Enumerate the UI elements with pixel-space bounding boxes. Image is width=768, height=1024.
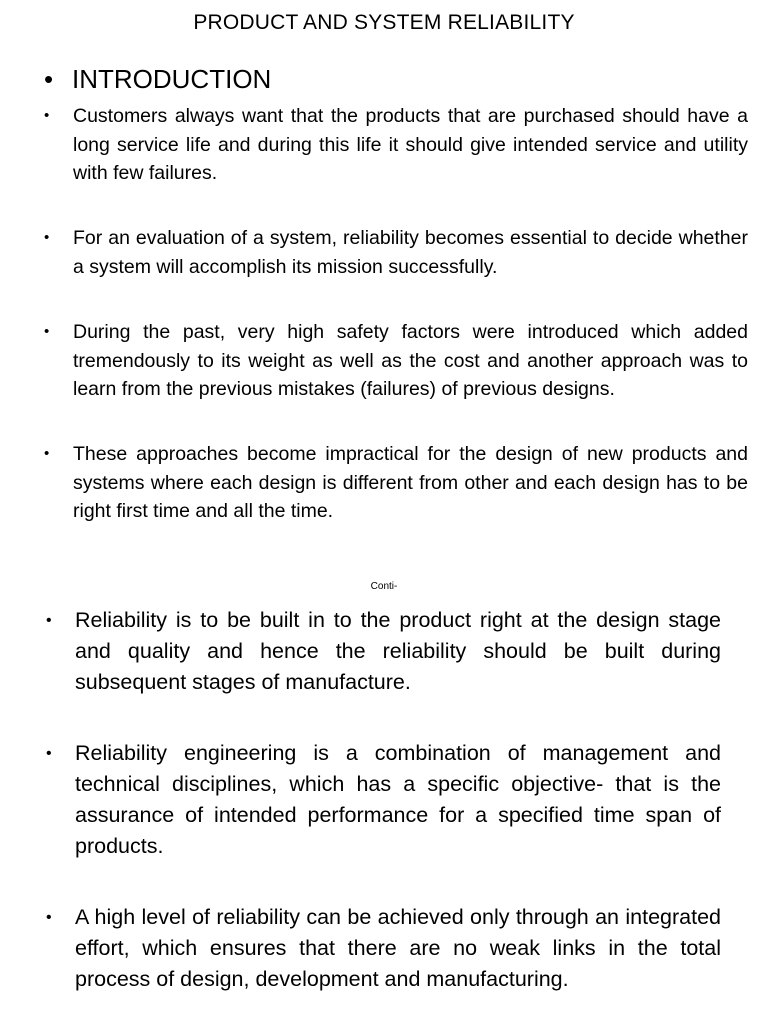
intro-heading [44,63,271,95]
bullet-text: A high level of reliability can be achieved only through an integrated effort, which ensures that there are no weak links in the total process of design, development and manufacturing. [75,905,721,991]
bullet-mark: • [44,445,50,462]
bullet-mark: • [46,909,52,926]
bullet-item [44,318,748,404]
bullet-text: Customers always want that the products that are purchased should have a long service life and during this life it should give intended service and utility with few failures. [73,105,748,184]
bullet-item [44,224,748,281]
continuation-label: Conti- [370,581,398,592]
bullet-mark: • [44,64,54,94]
bullet-item [44,440,748,526]
bullet-text: For an evaluation of a system, reliability becomes essential to decide whether a system will accomplish its mission successfully. [73,227,748,278]
bullet-mark: • [44,107,50,124]
bullet-mark: • [44,323,50,340]
bullet-item [46,605,721,698]
bullet-text: Reliability engineering is a combination of management and technical disciplines, which has a specific objective- that is the assurance of intended performance for a specified time span of products. [75,741,721,858]
bullet-text: Reliability is to be built in to the product right at the design stage and quality and hence the reliability should be built during subsequent stages of manufacture. [75,608,721,694]
bullet-item [46,902,721,995]
bullet-item [44,102,748,188]
intro-heading-text: INTRODUCTION [72,64,272,94]
bullet-item [46,738,721,862]
bullet-mark: • [46,745,52,762]
page-title: PRODUCT AND SYSTEM RELIABILITY [193,11,575,34]
bullet-text: During the past, very high safety factors were introduced which added tremendously to its weight as well as the cost and another approach was to learn from the previous mistakes (failures) of previous designs. [73,321,748,400]
bullet-mark: • [46,612,52,629]
bullet-mark: • [44,229,50,246]
bullet-text: These approaches become impractical for the design of new products and systems where each design is different from other and each design has to be right first time and all the time. [73,443,748,522]
